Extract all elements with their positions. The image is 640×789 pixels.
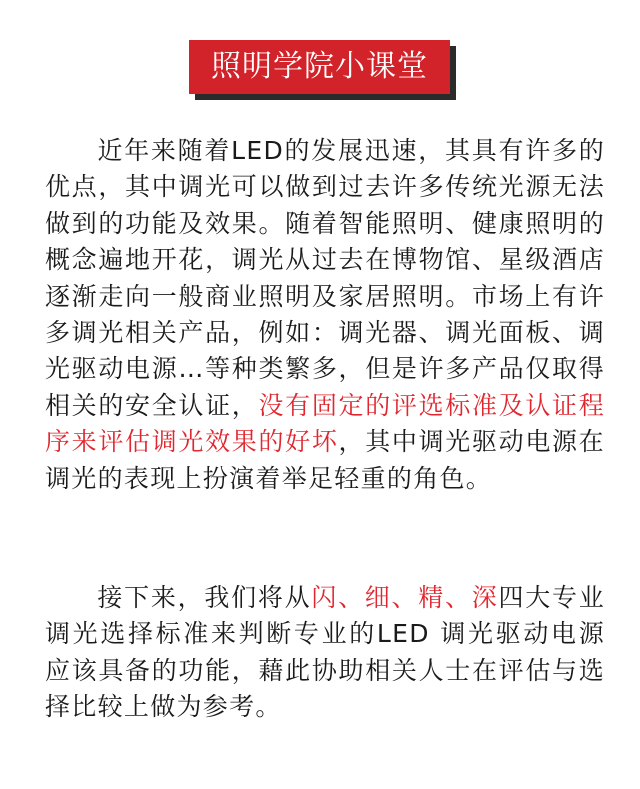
page-title: 照明学院小课堂	[189, 40, 450, 94]
paragraph-1-highlight: 没有固定的评选标准及认证程序来评估调光效果的好坏	[45, 390, 605, 457]
paragraph-2-text-b: 四大专业调光选择标准来判断专业的LED 调光驱动电源应该具备的功能，藉此协助相关人士在评估与选择比较上做为参考。	[45, 583, 605, 722]
paragraph-1-text-a: 近年来随着LED的发展迅速，其具有许多的优点，其中调光可以做到过去许多传统光源无法做到的功能及效果。随着智能照明、健康照明的概念遍地开花，调光从过去在博物馆、星级酒店逐渐走向一般商业照明及家居照明。市场上有许多调光相关产品，例如：调光器、调光面板、调光驱动电源…等种类繁多，但是许多产品仅取得相关的安全认证，	[45, 136, 605, 420]
paragraph-1-text-b: ，其中调光驱动电源在调光的表现上扮演着举足轻重的角色。	[45, 427, 605, 493]
section-header	[189, 40, 450, 96]
article-paragraph-2	[45, 580, 605, 726]
paragraph-2-text-a: 接下来，我们将从	[97, 583, 312, 612]
article-paragraph-1	[45, 133, 605, 497]
paragraph-2-highlight: 闪、细、精、深	[311, 583, 499, 612]
